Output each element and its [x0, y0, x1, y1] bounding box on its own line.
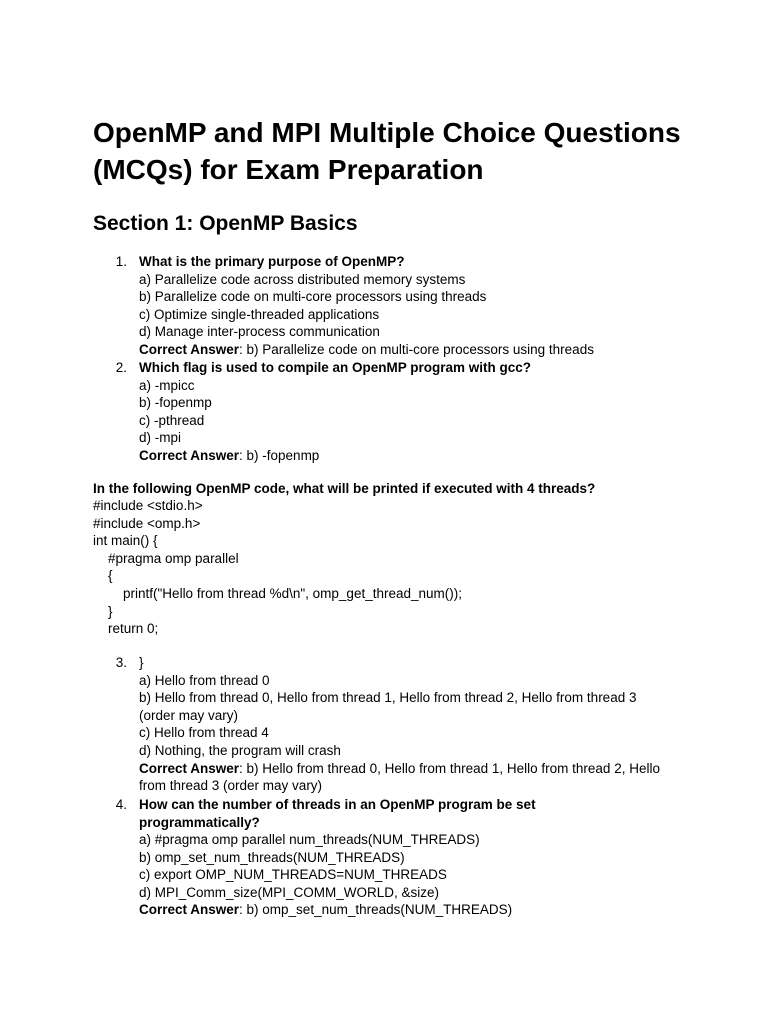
question-number: 2. — [115, 360, 127, 375]
answer-label: Correct Answer — [139, 902, 240, 918]
question-number: 3. — [115, 655, 127, 670]
answer-text: : b) Hello from thread 0, Hello from thread 1, Hello from thread 2, Hello from thread 3 (order may vary) — [139, 760, 660, 794]
question-text: Which flag is used to compile an OpenMP program with gcc? — [139, 360, 532, 375]
code-question-text: In the following OpenMP code, what will be printed if executed with 4 threads? — [93, 481, 596, 496]
question-number: 1. — [115, 254, 127, 269]
code-line: return 0; — [93, 621, 159, 637]
question-text: What is the primary purpose of OpenMP? — [139, 254, 405, 269]
correct-answer — [139, 341, 674, 359]
section-heading: Section 1: OpenMP Basics — [93, 212, 358, 235]
question-text: } — [139, 655, 144, 670]
answer-label: Correct Answer — [139, 341, 240, 357]
option-a: a) Parallelize code across distributed memory systems — [139, 271, 466, 287]
code-line: #pragma omp parallel — [93, 550, 239, 566]
code-line: printf("Hello from thread %d\n", omp_get_thread_num()); — [93, 585, 462, 601]
option-d: d) Nothing, the program will crash — [139, 742, 341, 758]
option-c: c) Hello from thread 4 — [139, 725, 269, 741]
option-c: c) export OMP_NUM_THREADS=NUM_THREADS — [139, 867, 447, 883]
answer-label: Correct Answer — [139, 760, 240, 776]
option-a: a) -mpicc — [139, 377, 195, 393]
option-b: b) omp_set_num_threads(NUM_THREADS) — [139, 849, 405, 865]
option-a: a) Hello from thread 0 — [139, 672, 270, 688]
option-a: a) #pragma omp parallel num_threads(NUM_THREADS) — [139, 832, 480, 847]
question-number: 4. — [115, 797, 127, 812]
option-d: d) -mpi — [139, 430, 182, 446]
option-c: c) -pthread — [139, 412, 205, 428]
code-line: int main() { — [93, 533, 158, 549]
answer-text: : b) omp_set_num_threads(NUM_THREADS) — [239, 902, 513, 918]
code-snippet — [93, 497, 462, 638]
question-text: How can the number of threads in an OpenMP program be set programmatically? — [139, 797, 536, 830]
code-line: #include <omp.h> — [93, 515, 201, 531]
option-c: c) Optimize single-threaded applications — [139, 306, 380, 322]
code-line: } — [93, 603, 113, 619]
option-d: d) MPI_Comm_size(MPI_COMM_WORLD, &size) — [139, 884, 440, 900]
answer-text: : b) -fopenmp — [239, 447, 320, 463]
correct-answer — [139, 447, 674, 465]
option-b: b) -fopenmp — [139, 395, 212, 411]
code-line: { — [93, 568, 113, 584]
document-title: OpenMP and MPI Multiple Choice Questions (MCQs) for Exam Preparation — [93, 117, 681, 185]
option-b: b) Hello from thread 0, Hello from thread 1, Hello from thread 2, Hello from thread 3 (order may vary) — [139, 690, 637, 723]
correct-answer — [139, 760, 674, 795]
answer-label: Correct Answer — [139, 447, 240, 463]
answer-text: : b) Parallelize code on multi-core processors using threads — [239, 341, 594, 357]
code-line: #include <stdio.h> — [93, 498, 203, 513]
option-b: b) Parallelize code on multi-core processors using threads — [139, 289, 487, 305]
correct-answer — [139, 901, 674, 919]
option-d: d) Manage inter-process communication — [139, 324, 380, 340]
